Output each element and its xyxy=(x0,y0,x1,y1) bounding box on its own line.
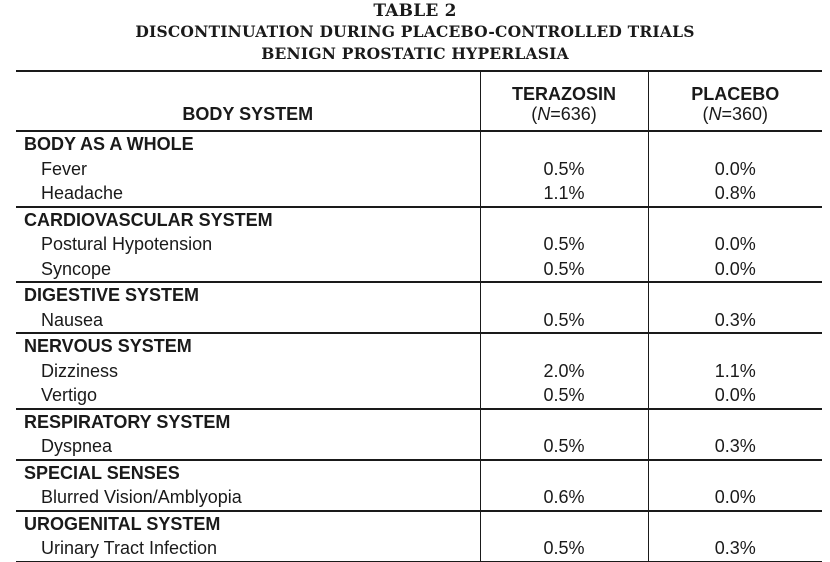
header-terazosin-label: TERAZOSIN xyxy=(511,84,616,104)
category-row xyxy=(16,131,822,157)
table-row xyxy=(16,308,822,334)
terazosin-value: 0.5% xyxy=(480,383,648,409)
table-subtitle: BENIGN PROSTATIC HYPERLASIA xyxy=(261,44,569,63)
header-terazosin-n-symbol: N xyxy=(537,104,551,124)
empty-cell xyxy=(480,460,648,486)
table-row xyxy=(16,383,822,409)
empty-cell xyxy=(480,511,648,537)
category-row xyxy=(16,282,822,308)
header-terazosin-n-prefix: ( xyxy=(531,104,538,124)
empty-cell xyxy=(648,409,822,435)
header-placebo xyxy=(648,71,822,131)
terazosin-value: 0.5% xyxy=(480,232,648,257)
placebo-value: 0.3% xyxy=(648,434,822,460)
category-row xyxy=(16,333,822,359)
header-terazosin-n xyxy=(481,104,648,124)
terazosin-value: 0.6% xyxy=(480,485,648,511)
placebo-value: 0.8% xyxy=(648,181,822,207)
placebo-value: 1.1% xyxy=(648,359,822,384)
header-placebo-n-value: =360) xyxy=(721,104,769,124)
empty-cell xyxy=(648,282,822,308)
header-body-system: BODY SYSTEM xyxy=(16,71,480,131)
placebo-value: 0.0% xyxy=(648,232,822,257)
row-label: Nausea xyxy=(41,309,104,330)
header-placebo-n-prefix: ( xyxy=(702,104,709,124)
terazosin-value: 0.5% xyxy=(480,157,648,182)
empty-cell xyxy=(480,131,648,157)
category-row xyxy=(16,511,822,537)
category-name: RESPIRATORY SYSTEM xyxy=(16,409,480,435)
row-label: Fever xyxy=(41,158,88,179)
table-row xyxy=(16,536,822,561)
row-label: Urinary Tract Infection xyxy=(16,536,480,561)
category-row xyxy=(16,460,822,486)
table-number: TABLE 2 xyxy=(373,1,457,21)
row-label: Blurred Vision/Amblyopia xyxy=(41,487,242,507)
table-row xyxy=(16,359,822,384)
table-row xyxy=(16,181,822,207)
terazosin-value: 0.5% xyxy=(480,434,648,460)
terazosin-value: 0.5% xyxy=(480,536,648,561)
table-body xyxy=(16,131,822,561)
category-name: SPECIAL SENSES xyxy=(16,460,480,486)
placebo-value: 0.0% xyxy=(648,157,822,182)
category-name: DIGESTIVE SYSTEM xyxy=(16,282,480,308)
row-label: Postural Hypotension xyxy=(41,234,213,254)
placebo-value: 0.0% xyxy=(648,257,822,283)
terazosin-value: 0.5% xyxy=(480,257,648,283)
empty-cell xyxy=(648,333,822,359)
empty-cell xyxy=(480,282,648,308)
placebo-value: 0.3% xyxy=(648,308,822,334)
terazosin-value: 0.5% xyxy=(480,308,648,334)
header-placebo-n-symbol: N xyxy=(708,104,722,124)
category-name: BODY AS A WHOLE xyxy=(24,134,194,154)
empty-cell xyxy=(648,460,822,486)
table-row xyxy=(16,257,822,283)
table-row xyxy=(16,157,822,182)
header-row xyxy=(16,71,822,131)
terazosin-value: 2.0% xyxy=(480,359,648,384)
placebo-value: 0.0% xyxy=(648,383,822,409)
table-row xyxy=(16,434,822,460)
empty-cell xyxy=(480,409,648,435)
empty-cell xyxy=(648,511,822,537)
discontinuation-table xyxy=(16,70,822,562)
table-row xyxy=(16,232,822,257)
header-placebo-label: PLACEBO xyxy=(691,84,780,104)
row-label: Dyspnea xyxy=(41,436,113,456)
empty-cell xyxy=(480,333,648,359)
table-header xyxy=(16,71,822,131)
row-label: Headache xyxy=(41,183,124,203)
category-name: NERVOUS SYSTEM xyxy=(16,333,480,359)
row-label: Vertigo xyxy=(41,385,98,405)
placebo-value: 0.0% xyxy=(648,485,822,511)
category-row xyxy=(16,409,822,435)
category-name: CARDIOVASCULAR SYSTEM xyxy=(16,207,480,233)
empty-cell xyxy=(648,207,822,233)
table-title-block xyxy=(0,0,830,65)
placebo-value: 0.3% xyxy=(648,536,822,561)
table-title: DISCONTINUATION DURING PLACEBO-CONTROLLED TRIALS xyxy=(135,22,695,41)
row-label: Dizziness xyxy=(41,360,119,381)
empty-cell xyxy=(648,131,822,157)
terazosin-value: 1.1% xyxy=(480,181,648,207)
empty-cell xyxy=(480,207,648,233)
category-row xyxy=(16,207,822,233)
table-row xyxy=(16,485,822,511)
header-terazosin xyxy=(480,71,648,131)
header-placebo-n xyxy=(649,104,823,124)
row-label: Syncope xyxy=(41,258,112,279)
header-terazosin-n-value: =636) xyxy=(550,104,597,124)
category-name: UROGENITAL SYSTEM xyxy=(16,511,480,537)
